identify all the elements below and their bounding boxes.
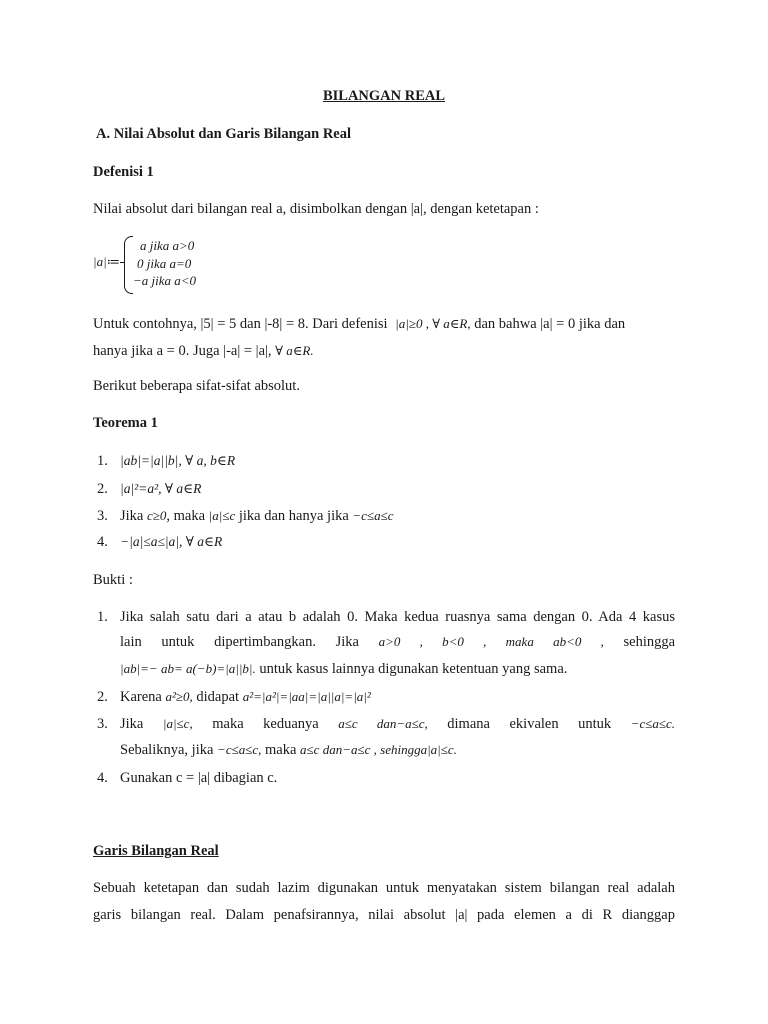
example-line-1-text-a: Untuk contohnya, |5| = 5 dan |-8| = 8. Dari defenisi [93,316,388,332]
theorem-item-3-mid: , maka [166,508,206,524]
proof-3-word-ekivalen: ekivalen [509,716,559,732]
proof-item-2-number: 2. [97,689,108,705]
proof-3-math-3: −c≤a≤c. [630,716,676,731]
proof-2-mid: didapat [196,689,240,705]
theorem-item-1: |ab|=|a||b|, ∀ a, b∈R [120,453,236,468]
theorem-item-2-number: 2. [97,481,108,497]
proof-1-word-untuk: untuk [161,634,195,650]
proof-3-word-dimana: dimana [447,716,490,732]
theorem-item-3-pre: Jika [120,508,144,524]
proof-3-line-2-math-2: a≤c dan−a≤c , sehingga|a|≤c. [300,742,457,757]
piecewise-brace-tip [120,262,125,263]
definition-text: Nilai absolut dari bilangan real a, disimbolkan dengan |a|, dengan ketetapan : [93,201,539,217]
piecewise-case-3: −a jika a<0 [133,273,197,288]
theorem-item-4: −|a|≤a≤|a|, ∀ a∈R [120,534,223,549]
theorem-item-1-number: 1. [97,453,108,469]
proof-2-pre: Karena [120,689,162,705]
proof-item-2 [120,689,371,706]
example-line-1-text-b: dan bahwa |a| = 0 jika dan [474,316,626,332]
proof-1-word-sehingga: sehingga [623,634,676,650]
example-line-2 [93,343,314,360]
proof-item-4-number: 4. [97,770,108,786]
piecewise-lhs: |a|≔ [93,254,121,269]
document-title: BILANGAN REAL [322,88,446,104]
theorem-item-2: |a|²=a², ∀ a∈R [120,481,202,496]
theorem-item-3-math-2: |a|≤c [208,508,236,523]
proof-3-line-2-math-1: −c≤a≤c, [217,742,262,757]
garis-line-2: garis bilangan real. Dalam penafsirannya, nilai absolut |a| pada elemen a di R dianggap [93,907,675,923]
proof-3-math-1: |a|≤c, [162,716,193,731]
example-line-2-text: hanya jika a = 0. Juga |-a| = |a|, [93,343,272,359]
proof-item-3-line-1 [120,716,675,733]
piecewise-case-1: a jika a>0 [140,238,195,253]
proof-3-word-keduanya: keduanya [263,716,319,732]
proof-item-1-number: 1. [97,609,108,625]
proof-3-word-jika: Jika [120,716,144,732]
theorem-item-3-math-3: −c≤a≤c [352,508,394,523]
proof-1-word-jika: Jika [335,634,359,650]
theorem-heading: Teorema 1 [93,415,158,431]
theorem-item-3 [120,508,394,525]
garis-heading: Garis Bilangan Real [93,843,219,859]
piecewise-brace [124,236,133,294]
proof-item-4: Gunakan c = |a| dibagian c. [120,770,278,786]
section-a-heading: A. Nilai Absolut dan Garis Bilangan Real [96,126,352,142]
proof-heading: Bukti : [93,572,133,588]
proof-1-math-case: a>0 , b<0 , maka ab<0 , [378,634,604,649]
proof-3-word-maka: maka [212,716,244,732]
definition-heading: Defenisi 1 [93,164,154,180]
proof-1-math-result: |ab|=− ab= a(−b)=|a||b|. [120,661,256,676]
proof-2-math-2: a²=|a²|=|aa|=|a||a|=|a|² [242,689,371,704]
example-line-2-math: ∀ a∈R. [275,343,314,358]
proof-3-line-2-text-b: maka [265,742,297,758]
proof-2-math-1: a²≥0, [165,689,193,704]
proof-1-word-dipertimbangkan: dipertimbangkan. [214,634,316,650]
example-line-1-math: |a|≥0 , ∀ a∈R, [395,316,471,331]
theorem-item-3-math-1: c≥0 [146,508,167,523]
theorem-item-3-post: jika dan hanya jika [238,508,349,524]
proof-1-conclusion: untuk kasus lainnya digunakan ketentuan yang sama. [259,661,568,677]
example-line-1 [93,316,625,333]
proof-1-word-lain: lain [120,634,142,650]
proof-item-3-line-2 [120,742,457,759]
theorem-item-3-number: 3. [97,508,108,524]
proof-3-line-2-text-a: Sebaliknya, jika [120,742,214,758]
garis-line-1: Sebuah ketetapan dan sudah lazim digunakan untuk menyatakan sistem bilangan real adalah [93,880,675,896]
theorem-item-4-number: 4. [97,534,108,550]
proof-item-1-line-3 [120,661,567,678]
piecewise-case-2: 0 jika a=0 [137,256,192,271]
proof-item-3-number: 3. [97,716,108,732]
proof-3-math-2: a≤c dan−a≤c, [338,716,428,731]
proof-item-1-line-2 [120,634,675,651]
proof-item-1-line-1: Jika salah satu dari a atau b adalah 0. Maka kedua ruasnya sama dengan 0. Ada 4 kasus [120,609,675,625]
sifat-text: Berikut beberapa sifat-sifat absolut. [93,378,300,394]
proof-3-word-untuk: untuk [578,716,612,732]
